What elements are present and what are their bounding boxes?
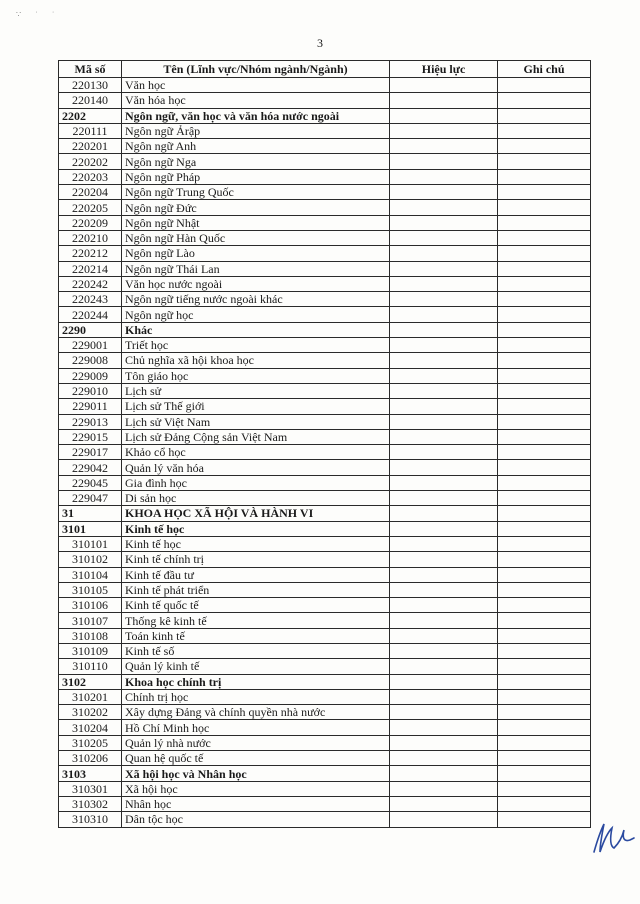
cell-name: Gia đình học: [122, 475, 390, 490]
table-row: [59, 475, 591, 490]
cell-code: 229010: [59, 383, 122, 398]
table-row: [59, 307, 591, 322]
cell-validity: [390, 307, 498, 322]
cell-validity: [390, 536, 498, 551]
cell-name: Ngôn ngữ Nhật: [122, 215, 390, 230]
cell-name: Khảo cổ học: [122, 445, 390, 460]
cell-name: Lịch sử Đảng Cộng sản Việt Nam: [122, 429, 390, 444]
cell-code: 229015: [59, 429, 122, 444]
cell-notes: [498, 643, 591, 658]
cell-name: Ngôn ngữ, văn học và văn hóa nước ngoài: [122, 108, 390, 123]
cell-validity: [390, 582, 498, 597]
cell-notes: [498, 552, 591, 567]
table-row: [59, 781, 591, 796]
cell-notes: [498, 705, 591, 720]
cell-code: 220209: [59, 215, 122, 230]
cell-name: Hồ Chí Minh học: [122, 720, 390, 735]
cell-name: Xã hội học: [122, 781, 390, 796]
cell-validity: [390, 689, 498, 704]
header-validity: Hiệu lực: [390, 61, 498, 78]
cell-notes: [498, 628, 591, 643]
cell-name: Kinh tế phát triển: [122, 582, 390, 597]
table-row: [59, 414, 591, 429]
cell-name: Ngôn ngữ Trung Quốc: [122, 185, 390, 200]
cell-name: Chính trị học: [122, 689, 390, 704]
cell-notes: [498, 796, 591, 811]
cell-notes: [498, 93, 591, 108]
cell-validity: [390, 169, 498, 184]
cell-validity: [390, 261, 498, 276]
table-row: [59, 399, 591, 414]
cell-validity: [390, 445, 498, 460]
cell-name: Chủ nghĩa xã hội khoa học: [122, 353, 390, 368]
table-row: [59, 705, 591, 720]
table-row: [59, 659, 591, 674]
cell-notes: [498, 338, 591, 353]
cell-validity: [390, 475, 498, 490]
cell-name: Kinh tế đầu tư: [122, 567, 390, 582]
table-row: [59, 230, 591, 245]
cell-notes: [498, 506, 591, 521]
header-code: Mã số: [59, 61, 122, 78]
cell-validity: [390, 506, 498, 521]
table-group-row: [59, 521, 591, 536]
cell-name: Tôn giáo học: [122, 368, 390, 383]
cell-name: Văn học nước ngoài: [122, 276, 390, 291]
table-group-row: [59, 506, 591, 521]
cell-code: 220214: [59, 261, 122, 276]
cell-notes: [498, 185, 591, 200]
cell-validity: [390, 491, 498, 506]
cell-code: 229047: [59, 491, 122, 506]
cell-notes: [498, 139, 591, 154]
cell-validity: [390, 643, 498, 658]
cell-validity: [390, 200, 498, 215]
cell-validity: [390, 812, 498, 827]
cell-validity: [390, 230, 498, 245]
cell-validity: [390, 674, 498, 689]
cell-validity: [390, 766, 498, 781]
cell-validity: [390, 93, 498, 108]
cell-name: Khác: [122, 322, 390, 337]
cell-name: Lịch sử Thế giới: [122, 399, 390, 414]
cell-validity: [390, 322, 498, 337]
cell-validity: [390, 705, 498, 720]
cell-code: 220202: [59, 154, 122, 169]
cell-validity: [390, 292, 498, 307]
cell-code: 220203: [59, 169, 122, 184]
cell-validity: [390, 123, 498, 138]
cell-notes: [498, 383, 591, 398]
cell-notes: [498, 521, 591, 536]
cell-validity: [390, 108, 498, 123]
cell-notes: [498, 123, 591, 138]
cell-notes: [498, 399, 591, 414]
table-row: [59, 720, 591, 735]
table-row: [59, 429, 591, 444]
table-body: [59, 78, 591, 828]
cell-validity: [390, 368, 498, 383]
cell-name: Ngôn ngữ Pháp: [122, 169, 390, 184]
cell-notes: [498, 292, 591, 307]
cell-code: 310302: [59, 796, 122, 811]
cell-code: 229017: [59, 445, 122, 460]
table-row: [59, 123, 591, 138]
cell-validity: [390, 552, 498, 567]
table-row: [59, 567, 591, 582]
cell-notes: [498, 307, 591, 322]
table-row: [59, 215, 591, 230]
cell-code: 220212: [59, 246, 122, 261]
cell-code: 229001: [59, 338, 122, 353]
cell-notes: [498, 322, 591, 337]
table-row: [59, 292, 591, 307]
cell-code: 310107: [59, 613, 122, 628]
cell-validity: [390, 567, 498, 582]
cell-code: 220210: [59, 230, 122, 245]
cell-notes: [498, 230, 591, 245]
cell-notes: [498, 78, 591, 93]
scan-mark: ∵ ˙ ˙: [16, 10, 61, 19]
table-row: [59, 460, 591, 475]
cell-name: Quan hệ quốc tế: [122, 751, 390, 766]
cell-name: Văn học: [122, 78, 390, 93]
cell-validity: [390, 215, 498, 230]
cell-name: Kinh tế học: [122, 536, 390, 551]
table-row: [59, 154, 591, 169]
cell-code: 310204: [59, 720, 122, 735]
cell-code: 220244: [59, 307, 122, 322]
cell-notes: [498, 812, 591, 827]
cell-name: Kinh tế quốc tế: [122, 598, 390, 613]
table-row: [59, 200, 591, 215]
cell-notes: [498, 460, 591, 475]
table-group-row: [59, 766, 591, 781]
cell-notes: [498, 261, 591, 276]
cell-notes: [498, 429, 591, 444]
cell-name: Kinh tế chính trị: [122, 552, 390, 567]
table-row: [59, 643, 591, 658]
table-row: [59, 689, 591, 704]
cell-code: 310101: [59, 536, 122, 551]
cell-notes: [498, 536, 591, 551]
cell-code: 3102: [59, 674, 122, 689]
cell-validity: [390, 460, 498, 475]
header-name: Tên (Lĩnh vực/Nhóm ngành/Ngành): [122, 61, 390, 78]
cell-name: Ngôn ngữ Ảrập: [122, 123, 390, 138]
table-row: [59, 812, 591, 827]
cell-name: Ngôn ngữ Lào: [122, 246, 390, 261]
cell-code: 229045: [59, 475, 122, 490]
cell-name: Văn hóa học: [122, 93, 390, 108]
table-row: [59, 185, 591, 200]
cell-validity: [390, 154, 498, 169]
cell-code: 31: [59, 506, 122, 521]
program-code-table: [58, 60, 591, 828]
cell-validity: [390, 796, 498, 811]
cell-name: Ngôn ngữ học: [122, 307, 390, 322]
cell-notes: [498, 689, 591, 704]
cell-name: Ngôn ngữ Nga: [122, 154, 390, 169]
cell-notes: [498, 781, 591, 796]
cell-code: 229042: [59, 460, 122, 475]
cell-code: 220201: [59, 139, 122, 154]
cell-code: 310310: [59, 812, 122, 827]
cell-notes: [498, 491, 591, 506]
cell-notes: [498, 200, 591, 215]
cell-code: 310109: [59, 643, 122, 658]
cell-validity: [390, 613, 498, 628]
cell-code: 2290: [59, 322, 122, 337]
table-group-row: [59, 322, 591, 337]
cell-notes: [498, 215, 591, 230]
table-group-row: [59, 674, 591, 689]
cell-code: 310110: [59, 659, 122, 674]
cell-notes: [498, 445, 591, 460]
cell-notes: [498, 368, 591, 383]
cell-code: 2202: [59, 108, 122, 123]
cell-code: 220204: [59, 185, 122, 200]
table-row: [59, 751, 591, 766]
cell-validity: [390, 246, 498, 261]
table-row: [59, 261, 591, 276]
cell-code: 310202: [59, 705, 122, 720]
cell-notes: [498, 246, 591, 261]
table-group-row: [59, 108, 591, 123]
cell-notes: [498, 582, 591, 597]
table-row: [59, 353, 591, 368]
cell-validity: [390, 383, 498, 398]
cell-code: 220242: [59, 276, 122, 291]
cell-code: 3101: [59, 521, 122, 536]
cell-validity: [390, 338, 498, 353]
cell-name: Quản lý văn hóa: [122, 460, 390, 475]
cell-validity: [390, 78, 498, 93]
cell-code: 220243: [59, 292, 122, 307]
cell-validity: [390, 353, 498, 368]
cell-code: 310201: [59, 689, 122, 704]
table-row: [59, 445, 591, 460]
cell-name: Lịch sử Việt Nam: [122, 414, 390, 429]
cell-notes: [498, 659, 591, 674]
cell-notes: [498, 613, 591, 628]
cell-validity: [390, 720, 498, 735]
table-header: [59, 61, 591, 78]
cell-validity: [390, 735, 498, 750]
table-row: [59, 598, 591, 613]
header-notes: Ghi chú: [498, 61, 591, 78]
cell-code: 229009: [59, 368, 122, 383]
cell-name: Triết học: [122, 338, 390, 353]
cell-notes: [498, 169, 591, 184]
cell-code: 310205: [59, 735, 122, 750]
cell-validity: [390, 628, 498, 643]
cell-notes: [498, 108, 591, 123]
cell-code: 310105: [59, 582, 122, 597]
cell-name: Lịch sử: [122, 383, 390, 398]
cell-notes: [498, 414, 591, 429]
table-row: [59, 491, 591, 506]
cell-code: 220205: [59, 200, 122, 215]
table-row: [59, 93, 591, 108]
cell-code: 310106: [59, 598, 122, 613]
cell-validity: [390, 185, 498, 200]
cell-notes: [498, 475, 591, 490]
table-row: [59, 139, 591, 154]
cell-validity: [390, 414, 498, 429]
cell-code: 229011: [59, 399, 122, 414]
cell-name: Quản lý nhà nước: [122, 735, 390, 750]
table-row: [59, 735, 591, 750]
cell-validity: [390, 659, 498, 674]
cell-validity: [390, 781, 498, 796]
cell-code: 220140: [59, 93, 122, 108]
cell-code: 310102: [59, 552, 122, 567]
cell-name: Dân tộc học: [122, 812, 390, 827]
cell-code: 229008: [59, 353, 122, 368]
cell-notes: [498, 751, 591, 766]
cell-notes: [498, 154, 591, 169]
cell-code: 310206: [59, 751, 122, 766]
cell-notes: [498, 735, 591, 750]
cell-notes: [498, 353, 591, 368]
table-row: [59, 536, 591, 551]
table-row: [59, 368, 591, 383]
cell-code: 310108: [59, 628, 122, 643]
table-row: [59, 276, 591, 291]
cell-name: Toán kinh tế: [122, 628, 390, 643]
cell-validity: [390, 139, 498, 154]
cell-validity: [390, 429, 498, 444]
table-row: [59, 582, 591, 597]
cell-notes: [498, 766, 591, 781]
cell-notes: [498, 674, 591, 689]
table-row: [59, 169, 591, 184]
cell-name: Nhân học: [122, 796, 390, 811]
table-row: [59, 628, 591, 643]
cell-notes: [498, 567, 591, 582]
cell-validity: [390, 521, 498, 536]
cell-notes: [498, 598, 591, 613]
cell-notes: [498, 276, 591, 291]
cell-name: Ngôn ngữ Anh: [122, 139, 390, 154]
cell-name: Ngôn ngữ Hàn Quốc: [122, 230, 390, 245]
cell-name: Quản lý kinh tế: [122, 659, 390, 674]
cell-name: Khoa học chính trị: [122, 674, 390, 689]
cell-code: 310301: [59, 781, 122, 796]
table-row: [59, 246, 591, 261]
table-row: [59, 338, 591, 353]
cell-name: Xây dựng Đảng và chính quyền nhà nước: [122, 705, 390, 720]
table-row: [59, 613, 591, 628]
cell-name: Ngôn ngữ tiếng nước ngoài khác: [122, 292, 390, 307]
cell-name: Di sản học: [122, 491, 390, 506]
cell-name: Kinh tế số: [122, 643, 390, 658]
table-row: [59, 552, 591, 567]
signature-mark: [590, 818, 636, 858]
page-number: 3: [317, 36, 323, 50]
cell-validity: [390, 598, 498, 613]
table-row: [59, 383, 591, 398]
cell-code: 220111: [59, 123, 122, 138]
table-row: [59, 796, 591, 811]
cell-code: 220130: [59, 78, 122, 93]
header-row: [59, 61, 591, 78]
cell-name: Ngôn ngữ Đức: [122, 200, 390, 215]
cell-name: Thống kê kinh tế: [122, 613, 390, 628]
cell-name: Ngôn ngữ Thái Lan: [122, 261, 390, 276]
cell-validity: [390, 276, 498, 291]
cell-validity: [390, 751, 498, 766]
cell-notes: [498, 720, 591, 735]
cell-code: 229013: [59, 414, 122, 429]
cell-code: 310104: [59, 567, 122, 582]
cell-name: Xã hội học và Nhân học: [122, 766, 390, 781]
cell-validity: [390, 399, 498, 414]
table-row: [59, 78, 591, 93]
cell-name: Kinh tế học: [122, 521, 390, 536]
cell-name: KHOA HỌC XÃ HỘI VÀ HÀNH VI: [122, 506, 390, 521]
cell-code: 3103: [59, 766, 122, 781]
